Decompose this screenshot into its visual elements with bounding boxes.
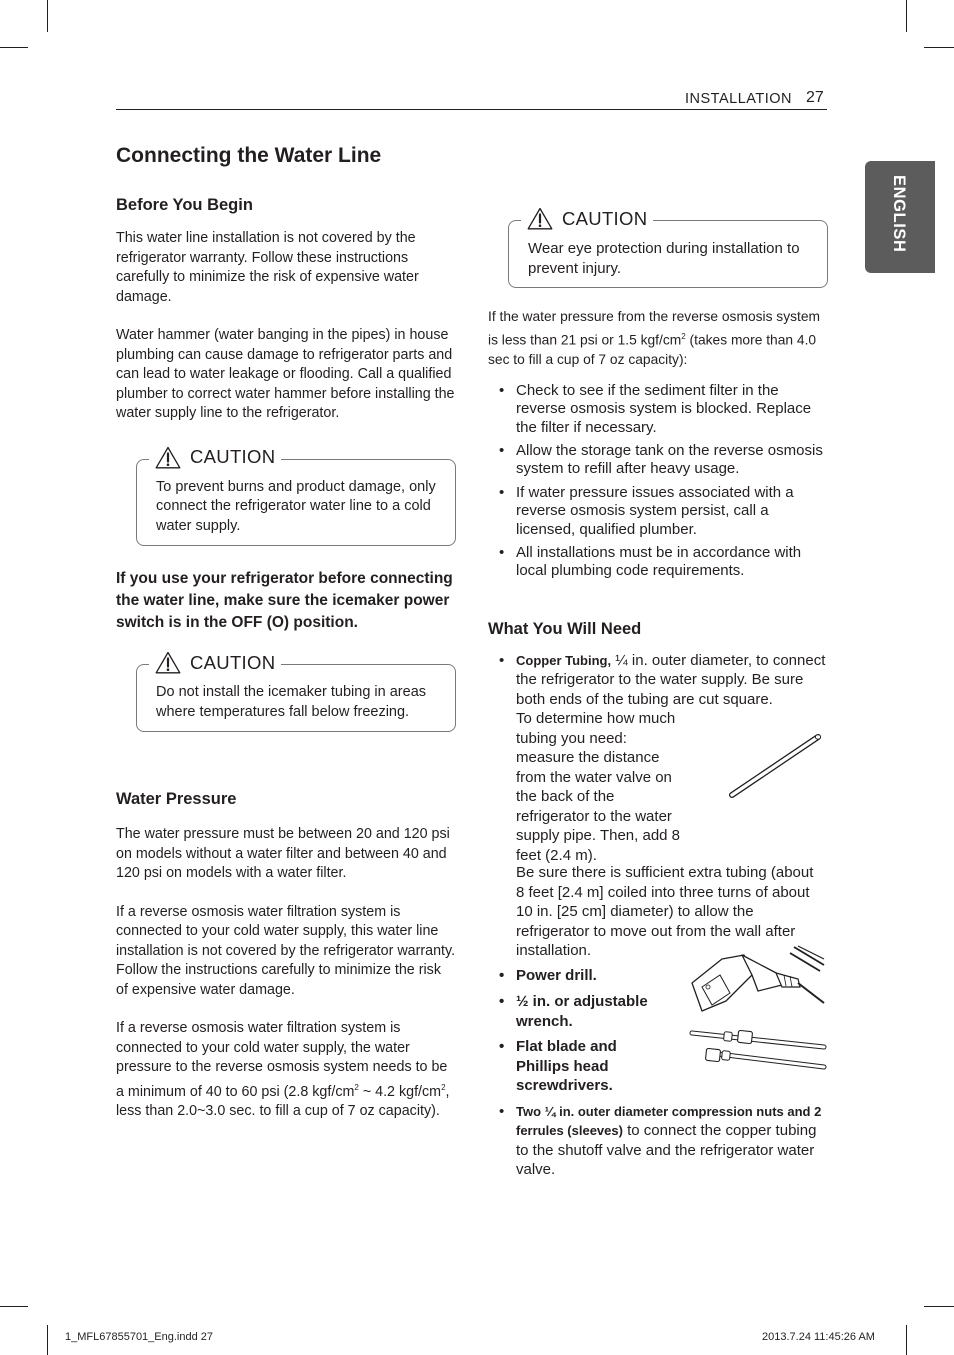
caution-box — [136, 446, 456, 547]
crop-mark — [924, 1306, 954, 1307]
list-item: • Flat blade and Phillips head screwdrivers. — [516, 1037, 666, 1096]
list-item: • If water pressure issues associated with a reverse osmosis system persist, call a licensed, qualified plumber. — [516, 484, 828, 539]
compression-nuts-illustration — [688, 1023, 828, 1075]
warning-triangle-icon — [155, 446, 181, 469]
warning-triangle-icon — [155, 651, 181, 674]
section-label: INSTALLATION — [685, 91, 792, 107]
caution-label: CAUTION — [190, 446, 276, 467]
language-tab-label: ENGLISH — [890, 175, 908, 253]
tubing-measure-text: To determine how much tubing you need: measure the distance from the water valve on the back of the refrigerator to the water supply pipe. Then, add 8 feet (2.4 m). — [516, 710, 681, 864]
page-number: 27 — [806, 89, 824, 106]
list-item: • All installations must be in accordance with local plumbing code requirements. — [516, 544, 828, 580]
crop-mark — [0, 47, 28, 48]
list-item: • ½ in. or adjustable wrench. — [516, 992, 666, 1031]
crop-mark — [906, 0, 907, 32]
water-pressure-para-1: The water pressure must be between 20 and 120 psi on models without a water filter and between 40 and 120 psi on models with a water filter. — [116, 826, 450, 881]
crop-mark — [906, 1325, 907, 1355]
crop-mark — [924, 47, 954, 48]
left-column — [116, 196, 456, 1121]
list-item: • Two ¼ in. outer diameter compression nuts and 2 ferrules (sleeves) to connect the copper tubing to the shutoff valve and the refrigerator water valve. — [516, 1102, 828, 1180]
before-you-begin-para-1: This water line installation is not covered by the refrigerator warranty. Follow these instructions carefully to minimize the risk of expensive water damage. — [116, 230, 419, 305]
page-title: Connecting the Water Line — [116, 144, 382, 167]
needed-items-list — [488, 651, 828, 1180]
caution-text: To prevent burns and product damage, only connect the refrigerator water line to a cold water supply. — [156, 478, 436, 534]
icemaker-switch-note: If you use your refrigerator before connecting the water line, make sure the icemaker power switch is in the OFF (O) position. — [116, 570, 453, 631]
language-tab — [865, 161, 935, 273]
caution-box — [508, 207, 828, 288]
right-column — [488, 204, 828, 1180]
crop-mark — [0, 1306, 28, 1307]
needed-items — [488, 651, 828, 1180]
what-you-will-need-heading: What You Will Need — [488, 619, 642, 638]
water-pressure-para-2: If a reverse osmosis water filtration system is connected to your cold water supply, this water line installation is not covered by the refrigerator warranty. Follow the instructions carefully to minimize the risk of expensive water damage. — [116, 903, 456, 998]
before-you-begin-heading: Before You Begin — [116, 196, 253, 214]
caution-label: CAUTION — [562, 207, 648, 229]
footer-timestamp: 2013.7.24 11:45:26 AM — [762, 1331, 875, 1343]
crop-mark — [47, 0, 48, 32]
list-item: • Allow the storage tank on the reverse osmosis system to refill after heavy usage. — [516, 442, 828, 478]
list-item: • Check to see if the sediment filter in the reverse osmosis system is blocked. Replace the filter if necessary. — [516, 382, 828, 437]
list-item: • Power drill. — [516, 966, 828, 986]
caution-box — [136, 651, 456, 732]
caution-text: Wear eye protection during installation to prevent injury. — [528, 240, 800, 277]
copper-tubing-label: Copper Tubing, — [516, 652, 612, 668]
footer-file-info: 1_MFL67855701_Eng.indd 27 — [65, 1331, 214, 1343]
before-you-begin-para-2: Water hammer (water banging in the pipes) in house plumbing can cause damage to refrigerator parts and can lead to water leakage or flooding. Call a qualified plumber to correct water hammer before installing the water supply line to the refrigerator. — [116, 327, 455, 421]
compression-nuts-label: Two ¼ in. outer diameter compression nuts and 2 ferrules (sleeves) — [516, 1103, 822, 1139]
reverse-osmosis-checklist — [488, 382, 828, 581]
list-item: • Copper Tubing, ¼ in. outer diameter, to connect the refrigerator to the water supply. Be sure both ends of the tubing are cut square. To determine how much tubing you need: measure the distance from the water valve on the back of the refrigerator to the water supply pipe. Then, add 8 feet (2.4 m). Be sure there is sufficient extra tubing (about 8 feet [2.4 m] coiled into three turns of about 10 in. [25 cm] diameter) to allow the refrigerator to move out from the wall after installation. — [516, 651, 828, 961]
water-pressure-para-3: If a reverse osmosis water filtration system is connected to your cold water supply, the water pressure to the reverse osmosis system needs to be a minimum of 40 to 60 psi (2.8 kgf/$cm^2$ ~ 4.2 kgf/$cm^2$, less than 2.0~3.0 sec. to fill a cup of 7 oz capacity). — [116, 1020, 450, 1119]
tubing-extra-text: Be sure there is sufficient extra tubing (about 8 feet [2.4 m] coiled into three turns of about 10 in. [25 cm] diameter) to allow the refrigerator to move out from the wall after installation. — [516, 864, 814, 960]
header-divider — [116, 109, 827, 110]
water-pressure-heading: Water Pressure — [116, 790, 237, 808]
reverse-osmosis-intro: If the water pressure from the reverse osmosis system is less than 21 psi or 1.5 kgf/$cm^2$ (takes more than 4.0 sec to fill a cup of 7 oz capacity): — [488, 309, 821, 367]
warning-triangle-icon — [527, 207, 553, 230]
caution-label: CAUTION — [190, 651, 276, 673]
caution-header — [149, 446, 281, 469]
caution-text: Do not install the icemaker tubing in areas where temperatures fall below freezing. — [156, 684, 427, 720]
caution-header — [149, 651, 281, 674]
crop-mark — [47, 1325, 48, 1355]
caution-header — [521, 207, 653, 230]
